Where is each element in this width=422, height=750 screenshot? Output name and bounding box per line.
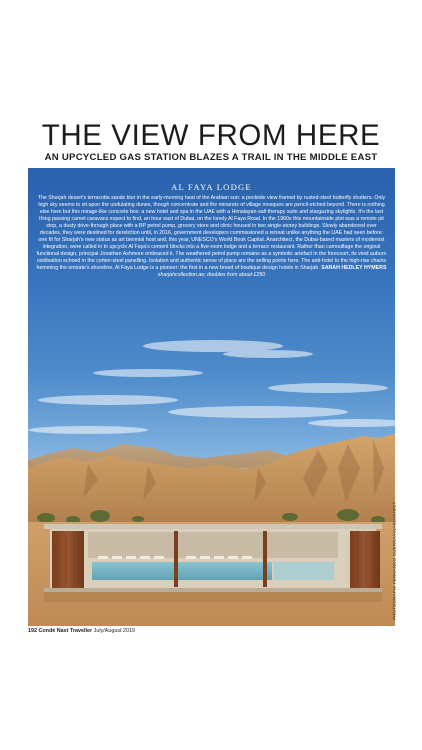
- photo-credit: PHOTOGRAPH: FERNANDO GUERRA/ANARCHITECT: [392, 501, 397, 620]
- hero-photo: [28, 168, 395, 626]
- standfirst: AN UPCYCLED GAS STATION BLAZES A TRAIL IN THE MIDDLE EAST: [44, 152, 378, 163]
- article-credit: SARAH HEDLEY HYMERS: [321, 265, 387, 271]
- magazine-name: Condé Nast Traveller: [38, 628, 93, 634]
- page-number: 192: [28, 628, 37, 634]
- issue-date: July/August 2019: [93, 628, 135, 634]
- article-body: [36, 195, 387, 279]
- lodge: [44, 524, 382, 592]
- article-title: AL FAYA LODGE: [171, 182, 252, 192]
- page-headline: THE VIEW FROM HERE: [41, 119, 381, 152]
- ground-shadow: [44, 592, 382, 602]
- article-details: sharjahcollection.ae; doubles from about £250: [157, 272, 266, 278]
- clouds: [28, 340, 395, 434]
- article-body-text: The Sharjah desert's terracotta sands blur in the early-morning heat of the Arabian sun: a poolside view framed by rusted-steel butterfly shutters. Only high sky seems to sit upon the undulating dunes, though concentrate and the minarets of village mosques are pencil-etched beyond. There is nothing else here but this mirage-like concrete box: a new hotel and spa in the UAE with a Himalayan-salt therapy suite and stargazing skylights. It's the last thing passing camel caravans expect to find, an hour east of Dubai, on the lonely Al Faya Road. In the 1960s this mountainside plot was a remote pit stop, a dusty drive-through place with a BP petrol pump, grocery store and clinic housed in two single-storey buildings. Slowly abandoned over decades, they were destined for dereliction until, in 2016, government developers commissioned a retreat unlike anything the UAE had seen before: one fit for Sharjah's new status as art biennial host and, this year, UNESCO's World Book Capital. Anarchitect, the Dubai-based masters of modernist integration, were called in to upcycle Al Faya's cement blocks into a five-room lodge and a terrace restaurant. Rather than camouflage the original functional design, principal Jonathan Ashmore embraced it. The weathered petrol pump remains as a symbolic artefact in the forecourt, its vivid auburn oxidisation echoed in the corten-steel panelling. Isolation and authentic sense of place are the selling points here. The anti-hotel to the high-rise chains hemming the emirate's shoreline, Al Faya Lodge is a pioneer: the first in a new breed of boutique design hotels in Sharjah.: [36, 195, 387, 271]
- page-folio: [28, 628, 135, 634]
- article-block: [36, 182, 387, 279]
